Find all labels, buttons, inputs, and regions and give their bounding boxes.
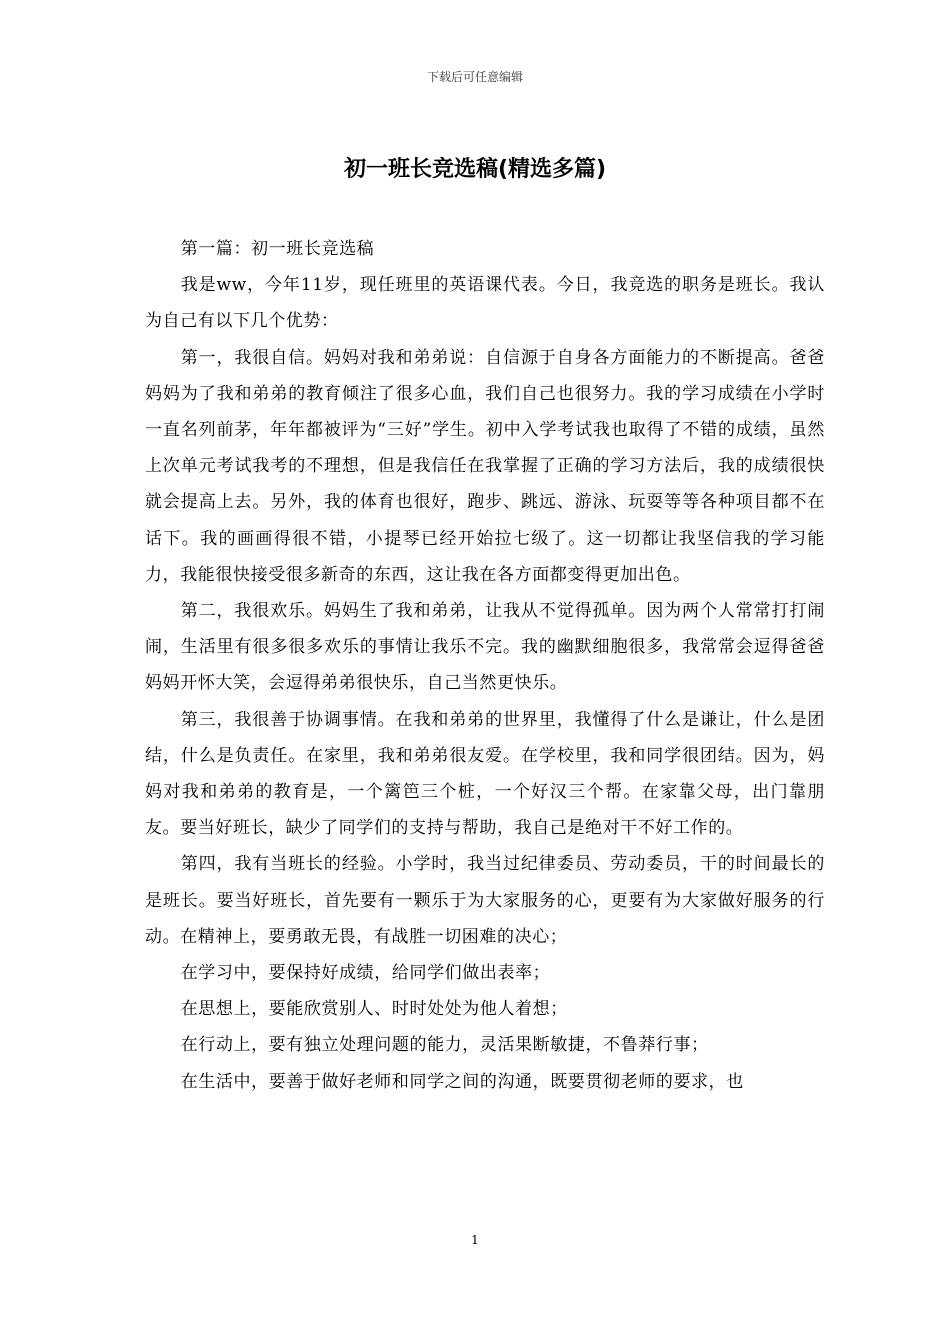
- header-note: 下载后可任意编辑: [426, 70, 523, 84]
- paragraph-point-two: 第二，我很欢乐。妈妈生了我和弟弟，让我从不觉得孤单。因为两个人常常打打闹闹，生活里有很多很多欢乐的事情让我乐不完。我的幽默细胞很多，我常常会逗得爸爸妈妈开怀大笑，会逗得弟弟很快乐，自己当然更快乐。: [145, 601, 825, 694]
- paragraph-point-three: 第三，我很善于协调事情。在我和弟弟的世界里，我懂得了什么是谦让，什么是团结，什么是负责任。在家里，我和弟弟很友爱。在学校里，我和同学很团结。因为，妈妈对我和弟弟的教育是，一个篱笆三个桩，一个好汉三个帮。在家靠父母，出门靠朋友。要当好班长，缺少了同学们的支持与帮助，我自己是绝对干不好工作的。: [145, 709, 825, 839]
- paragraph-intro: 我是ww，今年11岁，现任班里的英语课代表。今日，我竞选的职务是班长。我认为自己有以下几个优势：: [145, 275, 825, 332]
- paragraph-action: 在行动上，要有独立处理问题的能力，灵活果断敏捷，不鲁莽行事；: [180, 1035, 709, 1056]
- document-body: [145, 231, 825, 1100]
- document-title: 初一班长竞选稿(精选多篇): [343, 157, 607, 182]
- paragraph-point-one: 第一，我很自信。妈妈对我和弟弟说：自信源于自身各方面能力的不断提高。爸爸妈妈为了我和弟弟的教育倾注了很多心血，我们自己也很努力。我的学习成绩在小学时一直名列前茅，年年都被评为“三好”学生。初中入学考试我也取得了不错的成绩，虽然上次单元考试我考的不理想，但是我信任在我掌握了正确的学习方法后，我的成绩很快就会提高上去。另外，我的体育也很好，跑步、跳远、游泳、玩耍等等各种项目都不在话下。我的画画得很不错，小提琴已经开始拉七级了。这一切都让我坚信我的学习能力，我能很快接受很多新奇的东西，这让我在各方面都变得更加出色。: [145, 347, 825, 585]
- paragraph-study: 在学习中，要保持好成绩，给同学们做出表率；: [180, 963, 551, 984]
- paragraph-life: 在生活中，要善于做好老师和同学之间的沟通，既要贯彻老师的要求，也: [180, 1071, 744, 1092]
- section-heading: 第一篇：初一班长竞选稿: [180, 239, 375, 259]
- paragraph-thought: 在思想上，要能欣赏别人、时时处处为他人着想；: [180, 999, 568, 1020]
- paragraph-point-four: 第四，我有当班长的经验。小学时，我当过纪律委员、劳动委员，干的时间最长的是班长。要当好班长，首先要有一颗乐于为大家服务的心，更要有为大家做好服务的行动。在精神上，要勇敢无畏，有战胜一切困难的决心；: [145, 854, 825, 947]
- page-number: 1: [471, 1233, 479, 1247]
